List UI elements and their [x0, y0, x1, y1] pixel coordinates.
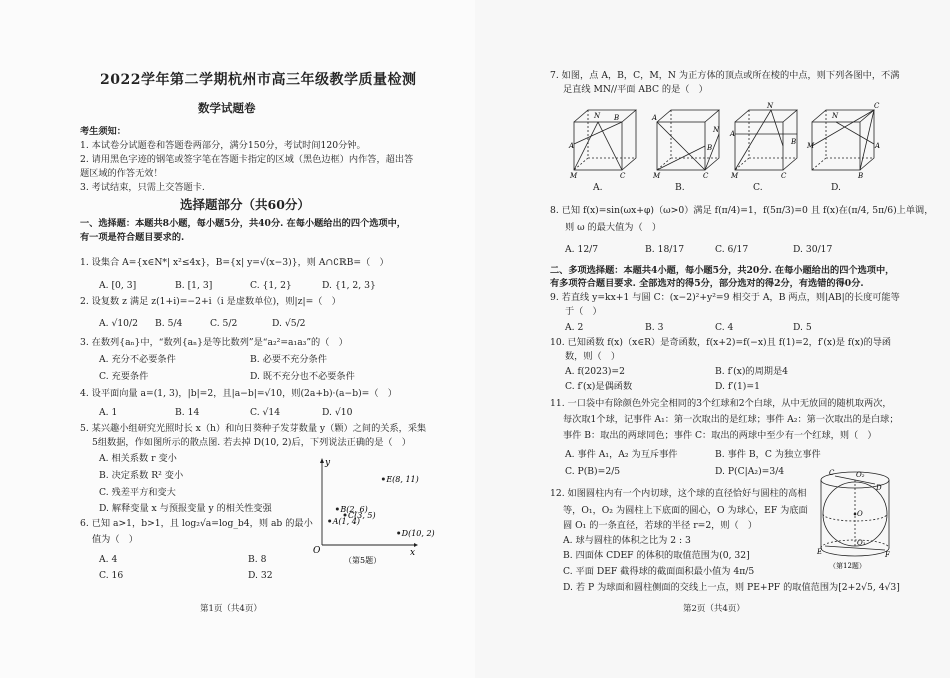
cube-d-label-c: C: [874, 102, 880, 110]
q11-option-c: C. P(B)=2/5: [565, 466, 621, 477]
x-axis-arrow: [414, 543, 418, 547]
q5-option-b: B. 决定系数 R² 变小: [99, 470, 184, 481]
cube-a-label-c: C: [620, 172, 626, 180]
cube-d-label-n: N: [832, 112, 839, 120]
q4-option-d: D. √10: [322, 407, 353, 418]
scatter-point: [328, 520, 331, 523]
question-3: 3. 在数列{aₙ}中，“数列{aₙ}是等比数列”是“a₂²=a₁a₃”的（ ）: [80, 337, 348, 348]
cube-c-label-b: B: [791, 138, 797, 146]
scatter-point-label: D(10, 2): [401, 529, 435, 538]
q6-option-c: C. 16: [99, 570, 124, 581]
scatter-point-label: C(3, 5): [348, 511, 376, 520]
q9-option-a: A. 2: [565, 322, 584, 333]
q2-option-b: B. 5/4: [155, 318, 183, 329]
q7-option-b: B.: [675, 182, 685, 193]
part1-heading: 有一项是符合题目要求的.: [80, 232, 185, 243]
question-7: 7. 如图，点 A，B，C，M，N 为正方体的顶点或所在棱的中点，则下列各图中，不满: [550, 70, 900, 81]
q3-option-a: A. 充分不必要条件: [99, 354, 176, 365]
cyl-label-f: F: [885, 551, 890, 559]
question-11-cont: 每次取1个球，记事件 A₁：第一次取出的是红球；事件 A₂：第一次取出的是白球；: [563, 414, 899, 425]
question-12: 12. 如图圆柱内有一个内切球，这个球的直径恰好与圆柱的高相: [550, 488, 807, 499]
q7-option-a: A.: [593, 182, 603, 193]
cube-d-label-a: A: [875, 142, 881, 150]
q7-option-c: C.: [753, 182, 763, 193]
question-6-cont: 值为（ ）: [92, 534, 138, 545]
q4-option-c: C. √14: [250, 407, 281, 418]
q9-option-d: D. 5: [793, 322, 812, 333]
q4-option-a: A. 1: [99, 407, 118, 418]
cube-b-label-m: M: [653, 172, 661, 180]
cube-figure-b: [653, 104, 723, 180]
cube-figure-c: [731, 104, 801, 180]
q6-option-a: A. 4: [99, 554, 118, 565]
q6-option-d: D. 32: [248, 570, 273, 581]
cube-b-label-n: N: [713, 126, 720, 134]
q1-option-c: C. {1, 2}: [250, 280, 292, 291]
question-11: 11. 一口袋中有除颜色外完全相同的3个红球和2个白球，从中无放回的随机取两次，: [550, 398, 892, 409]
cube-c-label-c: C: [781, 172, 787, 180]
question-5-cont: 5组数据，作如图所示的散点图. 若去掉 D(10, 2)后，下列说法正确的是（ ）: [92, 437, 411, 448]
q8-option-a: A. 12/7: [565, 244, 599, 255]
origin-label: O: [313, 546, 321, 556]
q10-option-b: B. f′(x)的周期是4: [715, 366, 789, 377]
q10-option-d: D. f′(1)=1: [715, 381, 760, 392]
exam-subtitle: 数学试题卷: [198, 101, 256, 115]
cube-b-label-a: A: [652, 114, 658, 122]
y-axis-label: y: [325, 458, 331, 468]
cylinder-figure: [815, 466, 897, 572]
q1-option-b: B. [1, 3]: [175, 280, 213, 291]
q5-option-a: A. 相关系数 r 变小: [99, 453, 177, 464]
cube-a-label-n: N: [594, 112, 601, 120]
question-11-cont: 事件 B：取出的两球同色；事件 C：取出的两球中至少有一个红球，则（ ）: [563, 430, 877, 441]
cube-d-label-b: B: [858, 172, 864, 180]
cyl-label-o1: O₁: [857, 539, 866, 547]
cyl-label-c: C: [829, 469, 835, 477]
part2-heading: 有多项符合题目要求. 全部选对的得5分，部分选对的得2分，有选错的得0分.: [550, 278, 864, 289]
q12-option-a: A. 球与圆柱的体积之比为 2 : 3: [563, 535, 691, 546]
x-axis-label: x: [410, 548, 416, 558]
y-axis-arrow: [320, 458, 324, 463]
q1-option-a: A. [0, 3]: [99, 280, 137, 291]
scatter-point: [336, 508, 339, 511]
q12-option-b: B. 四面体 CDEF 的体积的取值范围为(0, 32]: [563, 550, 750, 561]
question-2: 2. 设复数 z 满足 z(1+i)=−2+i（i 是虚数单位)，则|z|=（ ）: [80, 296, 341, 307]
q12-option-c: C. 平面 DEF 截得球的截面面积最小值为 4π/5: [563, 566, 755, 577]
part1-heading: 一、选择题：本题共8小题，每小题5分，共40分. 在每小题给出的四个选项中，: [80, 218, 406, 229]
exam-title: 2022学年第二学期杭州市高三年级教学质量检测: [100, 72, 417, 88]
q9-option-b: B. 3: [645, 322, 664, 333]
cube-figure-d: [808, 104, 882, 180]
section-title: 选择题部分（共60分）: [180, 197, 310, 212]
q8-option-d: D. 30/17: [793, 244, 833, 255]
q10-option-c: C. f′(x)是偶函数: [565, 381, 633, 392]
notice-line: 2. 请用黑色字迹的钢笔或签字笔在答题卡指定的区域（黑色边框）内作答，超出答: [80, 154, 414, 165]
cube-d-label-m: M: [807, 142, 815, 150]
cyl-label-o: O: [857, 510, 863, 518]
q5-option-c: C. 残差平方和变大: [99, 487, 176, 498]
scatter-point-label: A(1, 4): [332, 517, 360, 526]
question-10: 10. 已知函数 f(x)（x∈R）是奇函数，f(x+2)=f(−x)且 f(1)=2，f′(x)是 f(x)的导函: [550, 337, 892, 348]
question-8: 8. 已知 f(x)=sin(ωx+φ)（ω>0）满足 f(π/4)=1，f(5π/3)=0 且 f(x)在(π/4, 5π/6)上单调，: [550, 205, 934, 216]
cube-a-label-m: M: [570, 172, 578, 180]
q9-option-c: C. 4: [715, 322, 734, 333]
question-8-cont: 则 ω 的最大值为（ ）: [565, 222, 662, 233]
q8-option-b: B. 18/17: [645, 244, 685, 255]
question-5: 5. 某兴趣小组研究光照时长 x（h）和向日葵种子发芽数量 y（颗）之间的关系，采集: [80, 423, 427, 434]
scatter-point: [382, 478, 385, 481]
cube-a-label-b: B: [614, 114, 620, 122]
q11-option-b: B. 事件 B，C 为独立事件: [715, 449, 821, 460]
page-1-footer: 第1页（共4页）: [200, 604, 262, 614]
notice-line: 题区域的作答无效！: [80, 168, 163, 179]
cyl-caption: （第12题）: [829, 562, 866, 570]
question-9-cont: 于（ ）: [565, 306, 602, 317]
cube-c-label-m: M: [731, 172, 739, 180]
part2-heading: 二、多项选择题：本题共4小题，每小题5分，共20分. 在每小题给出的四个选项中，: [550, 265, 895, 276]
cube-c-label-a: A: [730, 130, 736, 138]
q7-option-d: D.: [831, 182, 841, 193]
question-1: 1. 设集合 A={x∈N*| x²≤4x}，B={x| y=√(x−3)}，则 A∩∁ℝB=（ ）: [80, 257, 389, 268]
q8-option-c: C. 6/17: [715, 244, 749, 255]
question-4: 4. 设平面向量 a=(1, 3)，|b|=2，且|a−b|=√10，则(2a+b)·(a−b)=（ ）: [80, 388, 397, 399]
cyl-label-e: E: [817, 548, 823, 556]
cube-b-label-b: B: [707, 144, 713, 152]
sphere-center-dot: [854, 513, 857, 516]
question-12-cont: 圆 O₁ 的一条直径，若球的半径 r=2，则（ ）: [563, 520, 758, 531]
q2-option-a: A. √10/2: [99, 318, 138, 329]
q3-option-c: C. 充要条件: [99, 371, 149, 382]
notice-line: 3. 考试结束，只需上交答题卡.: [80, 182, 205, 193]
scatter-point-label: E(8, 11): [386, 475, 419, 484]
scatter-caption: （第5题）: [344, 556, 382, 565]
page-2-footer: 第2页（共4页）: [683, 604, 745, 614]
scatter-point-label: B(2, 6): [340, 505, 368, 514]
cyl-label-o2: O₂: [856, 471, 865, 479]
cube-figure-a: [570, 104, 640, 180]
cube-a-label-a: A: [569, 142, 575, 150]
q12-option-d: D. 若 P 为球面和圆柱侧面的交线上一点，则 PE+PF 的取值范围为[2+2√5, 4√3]: [563, 582, 900, 593]
cyl-label-d: D: [876, 484, 882, 492]
q11-option-d: D. P(C|A₂)=3/4: [715, 466, 785, 477]
q4-option-b: B. 14: [175, 407, 200, 418]
q11-option-a: A. 事件 A₁，A₂ 为互斥事件: [565, 449, 678, 460]
question-7-cont: 足直线 MN//平面 ABC 的是（ ）: [563, 84, 708, 95]
notice-line: 1. 本试卷分试题卷和答题卷两部分，满分150分，考试时间120分钟。: [80, 140, 366, 151]
page-2: [475, 0, 950, 678]
notice-heading: 考生须知：: [80, 126, 126, 137]
q5-option-d: D. 解释变量 x 与预报变量 y 的相关性变强: [99, 503, 272, 514]
cube-b-label-c: C: [703, 172, 709, 180]
question-12-cont: 等，O₁，O₂ 为圆柱上下底面的圆心，O 为球心，EF 为底面: [563, 505, 808, 516]
q3-option-b: B. 必要不充分条件: [250, 354, 327, 365]
q2-option-c: C. 5/2: [210, 318, 238, 329]
question-10-cont: 数，则（ ）: [565, 351, 621, 362]
question-9: 9. 若直线 y=kx+1 与圆 C：(x−2)²+y²=9 相交于 A，B 两点，则|AB|的长度可能等: [550, 292, 900, 303]
q6-option-b: B. 8: [248, 554, 267, 565]
q2-option-d: D. √5/2: [272, 318, 306, 329]
q1-option-d: D. {1, 2, 3}: [322, 280, 376, 291]
cube-c-label-n: N: [767, 102, 774, 110]
q10-option-a: A. f(2023)=2: [565, 366, 625, 377]
scatter-point: [397, 532, 400, 535]
scatter-plot: [300, 455, 435, 565]
question-6: 6. 已知 a>1，b>1，且 log₂√a=log_b4，则 ab 的最小: [80, 518, 313, 529]
q3-option-d: D. 既不充分也不必要条件: [250, 371, 355, 382]
